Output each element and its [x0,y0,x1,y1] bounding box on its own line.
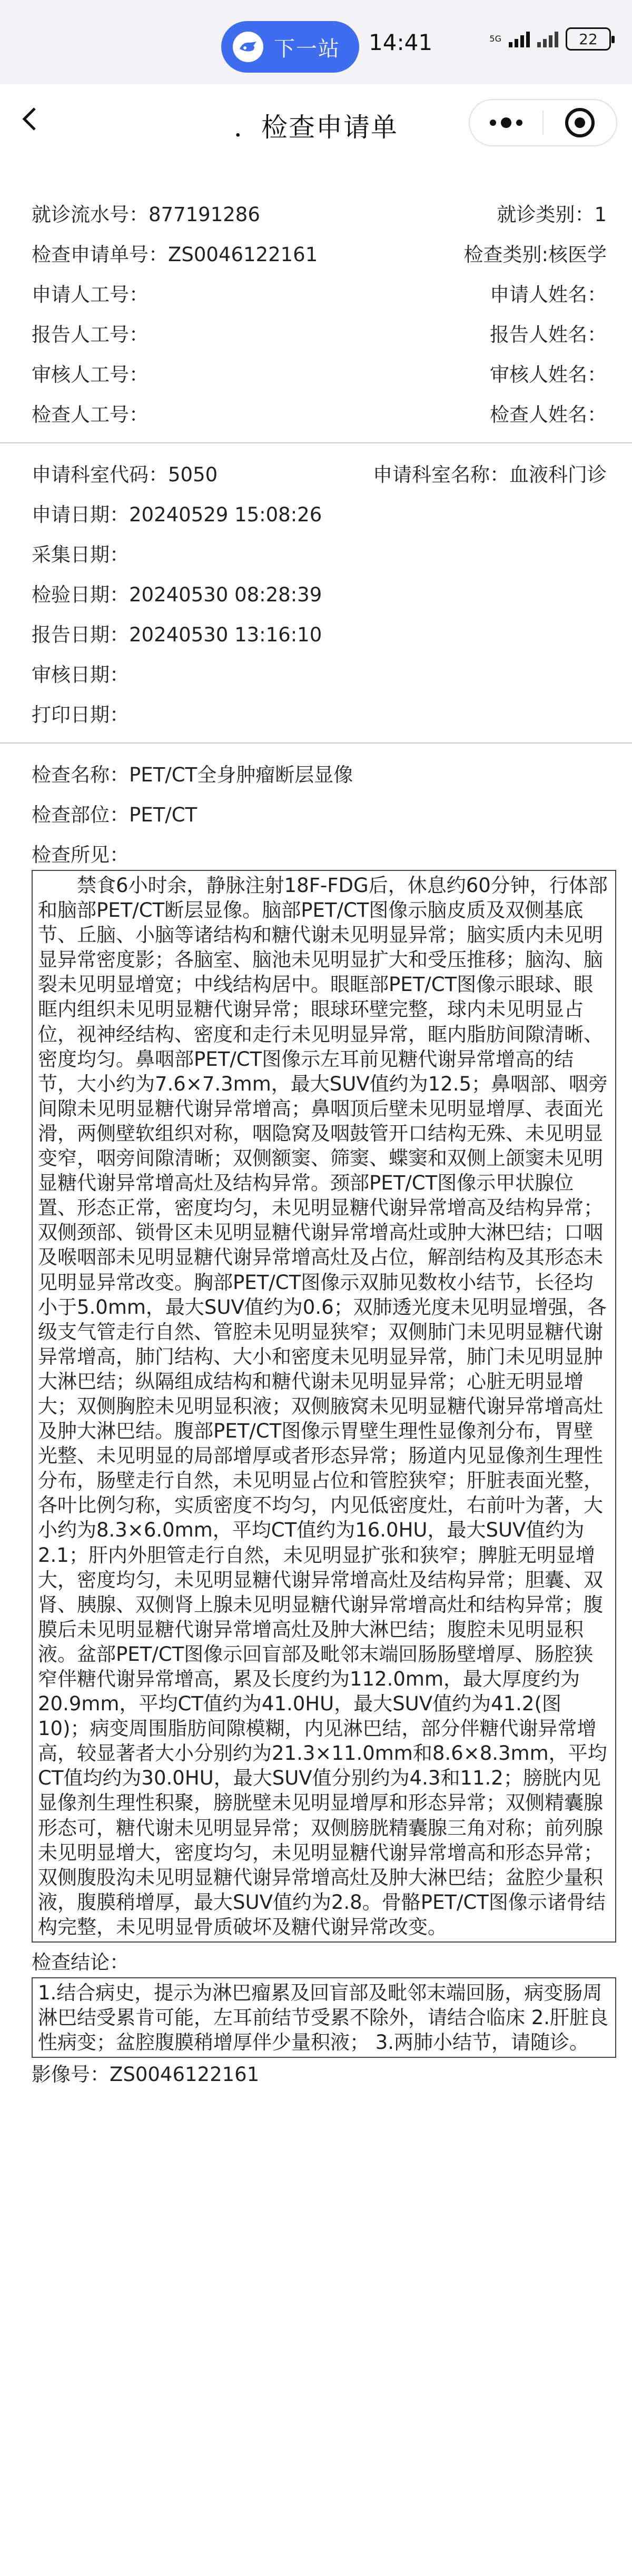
findings-label-row: 检查所见： [32,844,129,866]
reporter-row: 报告人工号： 报告人姓名： [32,323,607,346]
exam-date: 20240530 08:28:39 [129,583,322,606]
apply-date-row: 申请日期：20240529 15:08:26 [32,503,322,526]
signal-icon [509,31,530,47]
exam-site: PET/CT [129,804,197,826]
conclusion-label-row: 检查结论： [32,1951,129,1974]
report-date: 20240530 13:16:10 [129,623,322,646]
system-icons [489,27,611,51]
dept-row: 申请科室代码：5050 申请科室名称：血液科门诊 [32,463,607,486]
visit-row: 就诊流水号：877191286 就诊类别：1 [32,203,607,226]
reviewer-row: 审核人工号： 审核人姓名： [32,363,607,386]
print-date-row: 打印日期： [32,704,129,726]
report-date-row: 报告日期：20240530 13:16:10 [32,623,322,646]
signal-icon-2 [537,31,558,47]
collect-date-row: 采集日期： [32,543,129,566]
conclusion-text: 1.结合病史，提示为淋巴瘤累及回盲部及毗邻末端回肠，病变肠周淋巴结受累肯可能，左耳前结节受累不除外，请结合临床 2.肝脏良性病变；盆腔腹膜稍增厚伴少量积液； 3.两肺小结节，请随诊。 [38,1981,609,2054]
battery-icon [566,27,611,51]
dept-name: 血液科门诊 [509,463,607,486]
visit-no: 877191286 [149,203,260,226]
image-no-row: 影像号：ZS0046122161 [32,2063,260,2086]
divider [0,442,632,443]
image-no: ZS0046122161 [110,2063,260,2086]
divider [0,742,632,744]
exam-name-row: 检查名称：PET/CT全身肿瘤断层显像 [32,764,353,786]
exam-site-row: 检查部位：PET/CT [32,804,197,826]
review-date-row: 审核日期： [32,663,129,686]
back-to-app-button[interactable] [221,21,359,73]
request-no: ZS0046122161 [168,243,318,266]
apply-date: 20240529 15:08:26 [129,503,322,526]
network-indicator: 5G [489,34,501,44]
applicant-row: 申请人工号： 申请人姓名： [32,283,607,306]
mini-program-capsule [469,99,617,146]
exam-date-row: 检验日期：20240530 08:28:39 [32,583,322,606]
close-target-icon [565,108,595,137]
conclusion-box [32,1977,616,2058]
visit-type: 1 [594,203,607,226]
close-program-button[interactable] [544,99,616,146]
more-menu-button[interactable] [470,99,542,146]
request-row: 检查申请单号：ZS0046122161 检查类别:核医学 [32,243,607,266]
exam-name: PET/CT全身肿瘤断层显像 [129,764,353,786]
findings-box [32,870,616,1943]
findings-text: 禁食6小时余，静脉注射18F-FDG后，休息约60分钟，行体部和脑部PET/CT断层显像。脑部PET/CT图像示脑皮质及双侧基底节、丘脑、小脑等诸结构和糖代谢未见明显异常；脑实质内未见明显异常密度影；各脑室、脑池未见明显扩大和受压推移；脑沟、脑裂未见明显增宽；中线结构居中。眼眶部PET/CT图像示眼球、眼眶内组织未见明显糖代谢异常；眼球环壁完整，球内未见明显占位，视神经结构、密度和走行未见明显异常，眶内脂肪间隙清晰、密度均匀。鼻咽部PET/CT图像示左耳前见糖代谢异常增高的结节，大小约为7.6×7.3mm，最大SUV值约为12.5；鼻咽部、咽旁间隙未见明显糖代谢异常增高；鼻咽顶后壁未见明显增厚、表面光滑，两侧壁软组织对称，咽隐窝及咽鼓管开口结构无殊、未见明显变窄，咽旁间隙清晰；双侧额窦、筛窦、蝶窦和双侧上颌窦未见明显糖代谢异常增高灶及结构异常。颈部PET/CT图像示甲状腺位置、形态正常，密度均匀，未见明显糖代谢异常增高及结构异常；双侧颈部、锁骨区未见明显糖代谢异常增高灶或肿大淋巴结；口咽及喉咽部未见明显糖代谢异常增高灶及占位，解剖结构及其形态未见明显异常改变。胸部PET/CT图像示双肺见数枚小结节，长径均小于5.0mm，最大SUV值约为0.6；双肺透光度未见明显增强，各级支气管走行自然、管腔未见明显狭窄；双侧肺门未见明显糖代谢异常增高，肺门结构、大小和密度未见明显异常，肺门未见明显肿大淋巴结；纵隔组成结构和糖代谢未见明显异常；心脏无明显增大；双侧胸腔未见明显积液；双侧腋窝未见明显糖代谢异常增高灶及肿大淋巴结。腹部PET/CT图像示胃壁生理性显像剂分布，胃壁光整、未见明显的局部增厚或者形态异常；肠道内见显像剂生理性分布，肠壁走行自然，未见明显占位和管腔狭窄；肝脏表面光整，各叶比例匀称，实质密度不均匀，内见低密度灶，右前叶为著，大小约为8.3×6.0mm，平均CT值约为16.0HU，最大SUV值约为2.1；肝内外胆管走行自然，未见明显扩张和狭窄；脾脏无明显增大，密度均匀，未见明显糖代谢异常增高灶及结构异常；胆囊、双肾、胰腺、双侧肾上腺未见明显糖代谢异常增高灶和结构异常；腹膜后未见明显糖代谢异常增高灶及肿大淋巴结；腹腔未见明显积液。盆部PET/CT图像示回盲部及毗邻末端回肠肠壁增厚、肠腔狭窄伴糖代谢异常增高，累及长度约为112.0mm，最大厚度约为20.9mm，平均CT值约为41.0HU，最大SUV值约为41.2(图10)；病变周围脂肪间隙模糊，内见淋巴结，部分伴糖代谢异常增高，较显著者大小分别约为21.3×11.0mm和8.6×8.3mm，平均CT值均约为30.0HU，最大SUV值分别约为4.3和11.2；膀胱内见显像剂生理性积聚，膀胱壁未见明显增厚和形态异常；双侧精囊腺形态可，糖代谢未见明显异常；双侧膀胱精囊腺三角对称；前列腺未见明显增大，密度均匀，未见明显糖代谢异常增高和形态异常；双侧腹股沟未见明显糖代谢异常增高灶及肿大淋巴结；盆腔少量积液，腹膜稍增厚，最大SUV值约为2.8。骨骼PET/CT图像示诸骨结构完整，未见明显骨质破坏及糖代谢异常改变。 [38,874,608,1938]
request-detail [0,195,632,2089]
status-bar [0,0,632,84]
more-dots-icon [490,117,522,128]
battery-level: 22 [579,30,598,48]
clock: 14:41 [369,29,433,55]
app-logo-icon [233,32,263,62]
exam-category: 核医学 [548,243,607,266]
page-title: ．检查申请单 [234,112,398,143]
dept-code: 5050 [168,463,218,486]
nav-bar [0,84,632,158]
back-app-label: 下一站 [274,36,340,61]
examiner-row: 检查人工号： 检查人姓名： [32,403,607,426]
